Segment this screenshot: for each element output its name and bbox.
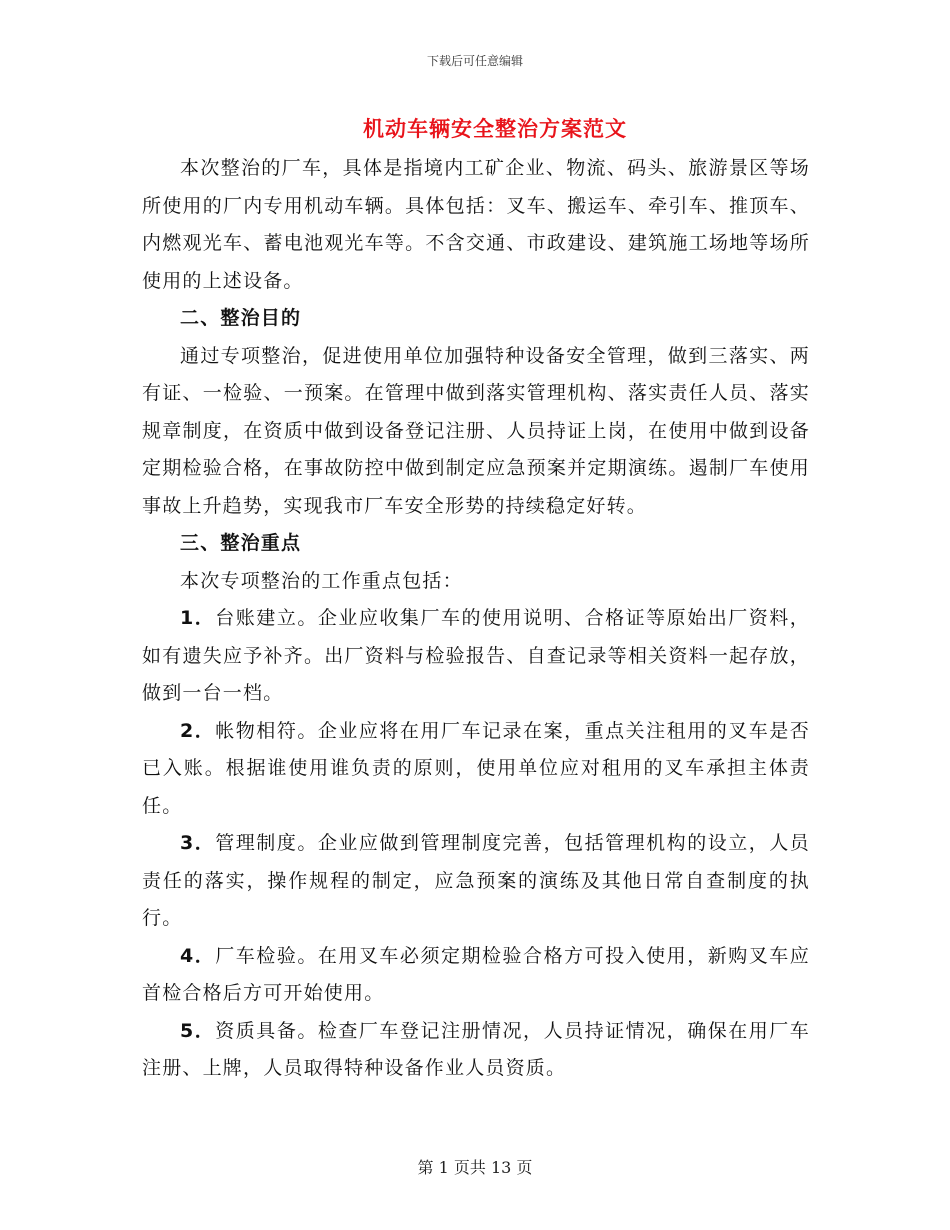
page-number: 第 1 页共 13 页 <box>417 1158 533 1177</box>
focus-item <box>142 938 810 1013</box>
document-body <box>142 150 810 1088</box>
intro-paragraph: 本次整治的厂车，具体是指境内工矿企业、物流、码头、旅游景区等场所使用的厂内专用机动车辆。具体包括：叉车、搬运车、牵引车、推顶车、内燃观光车、蓄电池观光车等。不含交通、市政建设、建筑施工场地等场所使用的上述设备。 <box>142 157 810 292</box>
item-text: 台账建立。企业应收集厂车的使用说明、合格证等原始出厂资料，如有遗失应予补齐。出厂资料与检验报告、自查记录等相关资料一起存放，做到一台一档。 <box>142 607 810 704</box>
section-heading-goals: 二、整治目的 <box>180 307 302 329</box>
item-number: 4． <box>180 944 216 967</box>
document-title: 机动车辆安全整治方案范文 <box>363 116 627 141</box>
item-text: 管理制度。企业应做到管理制度完善，包括管理机构的设立，人员责任的落实，操作规程的制定，应急预案的演练及其他日常自查制度的执行。 <box>142 832 810 929</box>
focus-item <box>142 713 810 826</box>
item-text: 帐物相符。企业应将在用厂车记录在案，重点关注租用的叉车是否已入账。根据谁使用谁负责的原则，使用单位应对租用的叉车承担主体责任。 <box>142 719 810 817</box>
focus-lead-paragraph: 本次专项整治的工作重点包括： <box>180 569 463 592</box>
item-text: 厂车检验。在用叉车必须定期检验合格方可投入使用，新购叉车应首检合格后方可开始使用。 <box>142 944 810 1004</box>
goals-paragraph: 通过专项整治，促进使用单位加强特种设备安全管理，做到三落实、两有证、一检验、一预案。在管理中做到落实管理机构、落实责任人员、落实规章制度，在资质中做到设备登记注册、人员持证上岗，在使用中做到设备定期检验合格，在事故防控中做到制定应急预案并定期演练。遏制厂车使用事故上升趋势，实现我市厂车安全形势的持续稳定好转。 <box>142 344 810 517</box>
focus-item <box>142 825 810 938</box>
item-number: 3． <box>180 832 216 854</box>
item-number: 1． <box>180 607 216 629</box>
item-number: 2． <box>180 719 216 742</box>
focus-item <box>142 600 810 713</box>
item-text: 资质具备。检查厂车登记注册情况，人员持证情况，确保在用厂车注册、上牌，人员取得特种设备作业人员资质。 <box>142 1019 810 1079</box>
section-heading-focus: 三、整治重点 <box>180 532 302 554</box>
header-note: 下载后可任意编辑 <box>426 54 523 68</box>
focus-item <box>142 1013 810 1088</box>
item-number: 5． <box>180 1019 216 1042</box>
